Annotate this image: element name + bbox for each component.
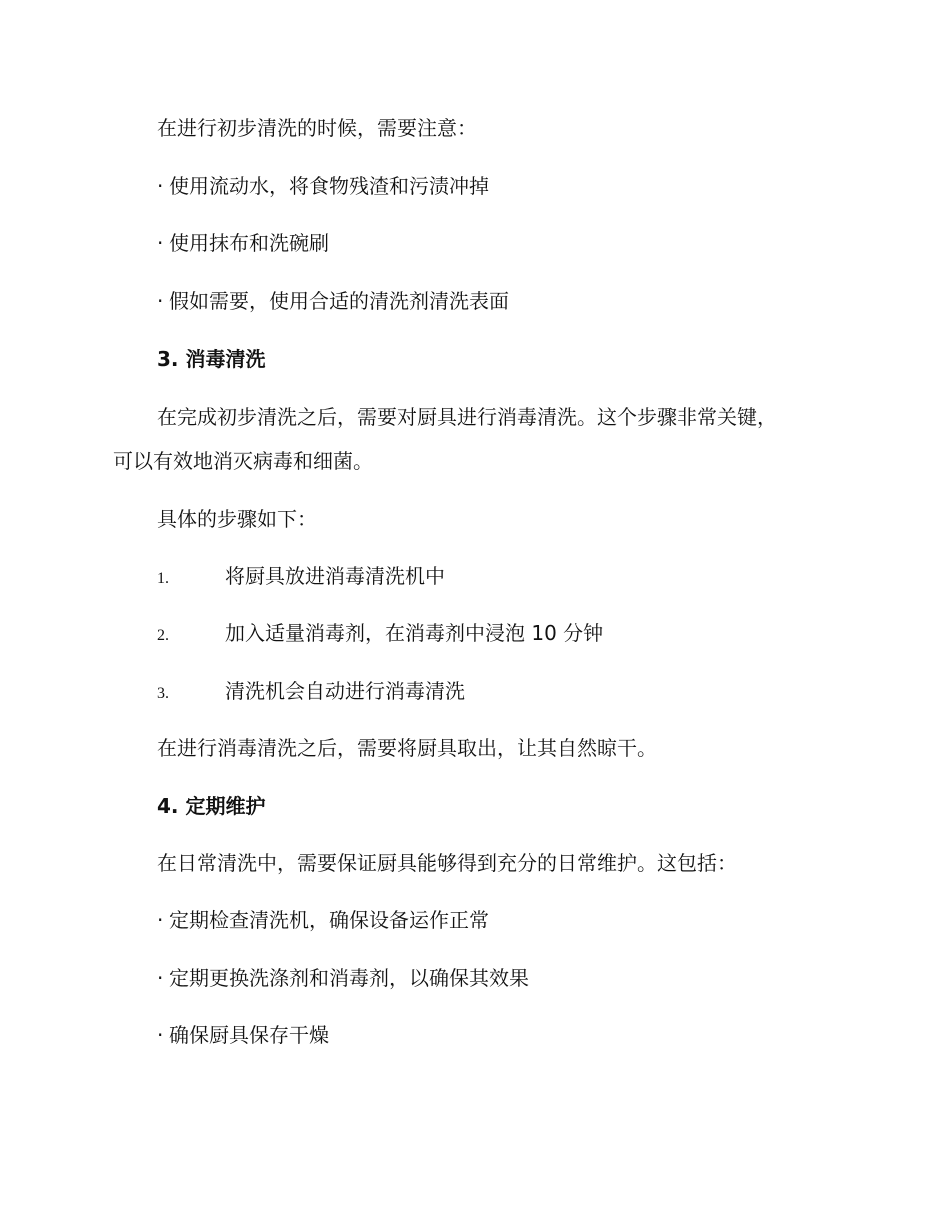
bullet-marker: ·: [157, 908, 164, 932]
paragraph-disinfection-line1: 在完成初步清洗之后，需要对厨具进行消毒清洗。这个步骤非常关键，: [157, 405, 777, 429]
paragraph-steps-intro: 具体的步骤如下：: [157, 507, 317, 531]
paragraph-intro: 在进行初步清洗的时候，需要注意：: [157, 116, 477, 140]
step-text: 将厨具放进消毒清洗机中: [225, 564, 445, 588]
step-number: 2.: [157, 627, 169, 644]
bullet-item: [157, 287, 509, 315]
numbered-step: [157, 562, 445, 593]
paragraph-drying: 在进行消毒清洗之后，需要将厨具取出，让其自然晾干。: [157, 736, 657, 760]
step-number: 3.: [157, 685, 169, 702]
bullet-text: 定期更换洗涤剂和消毒剂，以确保其效果: [169, 966, 529, 990]
bullet-text: 定期检查清洗机，确保设备运作正常: [169, 908, 489, 932]
step-number: 1.: [157, 570, 169, 587]
paragraph-maintenance-intro: 在日常清洗中，需要保证厨具能够得到充分的日常维护。这包括：: [157, 851, 737, 875]
bullet-item: [157, 229, 329, 257]
bullet-marker: ·: [157, 289, 164, 313]
section-heading-disinfection: 3. 消毒清洗: [157, 347, 266, 371]
bullet-item: [157, 906, 489, 934]
numbered-step: [157, 677, 465, 708]
bullet-item: [157, 1021, 329, 1049]
bullet-text: 确保厨具保存干燥: [169, 1023, 329, 1047]
section-heading-maintenance: 4. 定期维护: [157, 794, 266, 818]
bullet-text: 假如需要，使用合适的清洗剂清洗表面: [169, 289, 509, 313]
bullet-marker: ·: [157, 174, 164, 198]
bullet-marker: ·: [157, 231, 164, 255]
bullet-marker: ·: [157, 966, 164, 990]
bullet-marker: ·: [157, 1023, 164, 1047]
paragraph-disinfection-line2: 可以有效地消灭病毒和细菌。: [113, 449, 373, 473]
bullet-text: 使用抹布和洗碗刷: [169, 231, 329, 255]
numbered-step: [157, 619, 603, 650]
step-text: 加入适量消毒剂，在消毒剂中浸泡 10 分钟: [225, 621, 604, 645]
bullet-text: 使用流动水，将食物残渣和污渍冲掉: [169, 174, 489, 198]
bullet-item: [157, 964, 529, 992]
step-text: 清洗机会自动进行消毒清洗: [225, 679, 465, 703]
bullet-item: [157, 172, 489, 200]
